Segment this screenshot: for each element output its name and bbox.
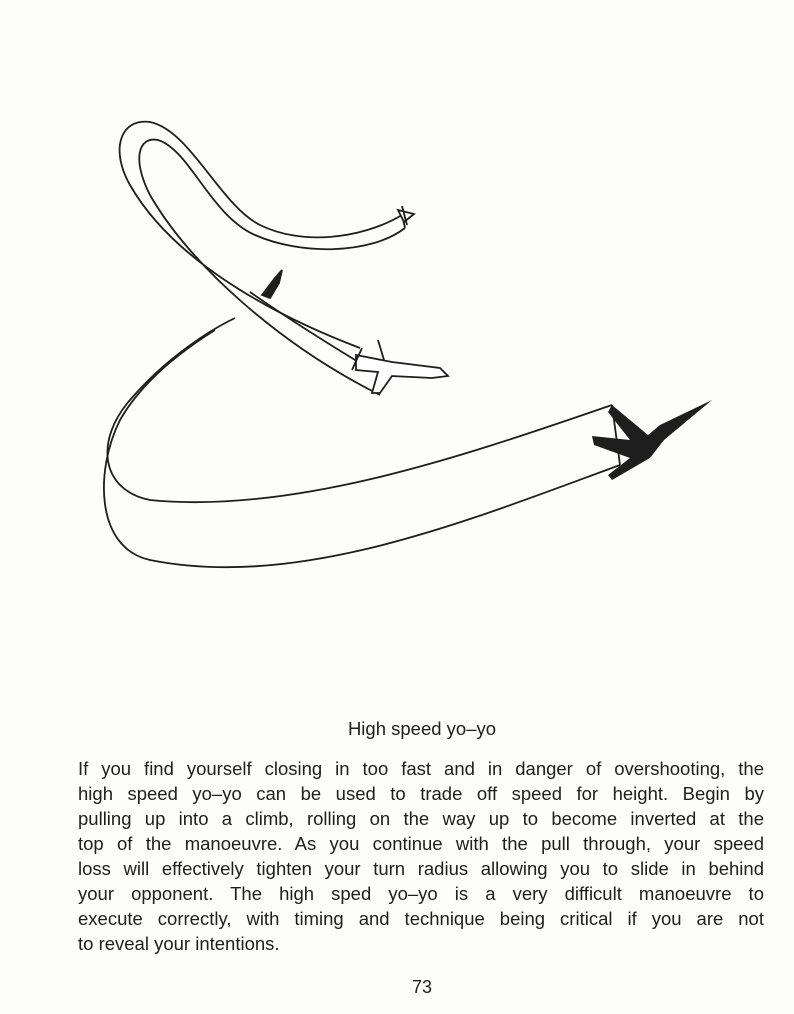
jet-behind-ribbon-icon [262,270,282,298]
upper-ribbon [120,122,405,395]
paragraph-line: top of the manoeuvre. As you continue with the pull through, your speed [78,833,764,854]
paragraph-line: execute correctly, with timing and technique being critical if you are not [78,908,764,929]
body-paragraph [78,756,764,956]
paragraph-line: If you find yourself closing in too fast and in danger of overshooting, the [78,758,764,779]
paragraph-line: pulling up into a climb, rolling on the way up to become inverted at the [78,808,764,829]
outline-jet-icon [352,340,448,393]
paragraph-line: loss will effectively tighten your turn radius allowing you to slide in behind [78,858,764,879]
small-jet-icon [398,206,414,225]
paragraph-line: your opponent. The high sped yo–yo is a very difficult manoeuvre to [78,883,764,904]
page-number: 73 [411,977,433,997]
paragraph-line: high speed yo–yo can be used to trade off speed for height. Begin by [78,783,764,804]
figure-caption: High speed yo–yo [347,718,497,739]
paragraph-line: to reveal your intentions. [78,933,280,954]
